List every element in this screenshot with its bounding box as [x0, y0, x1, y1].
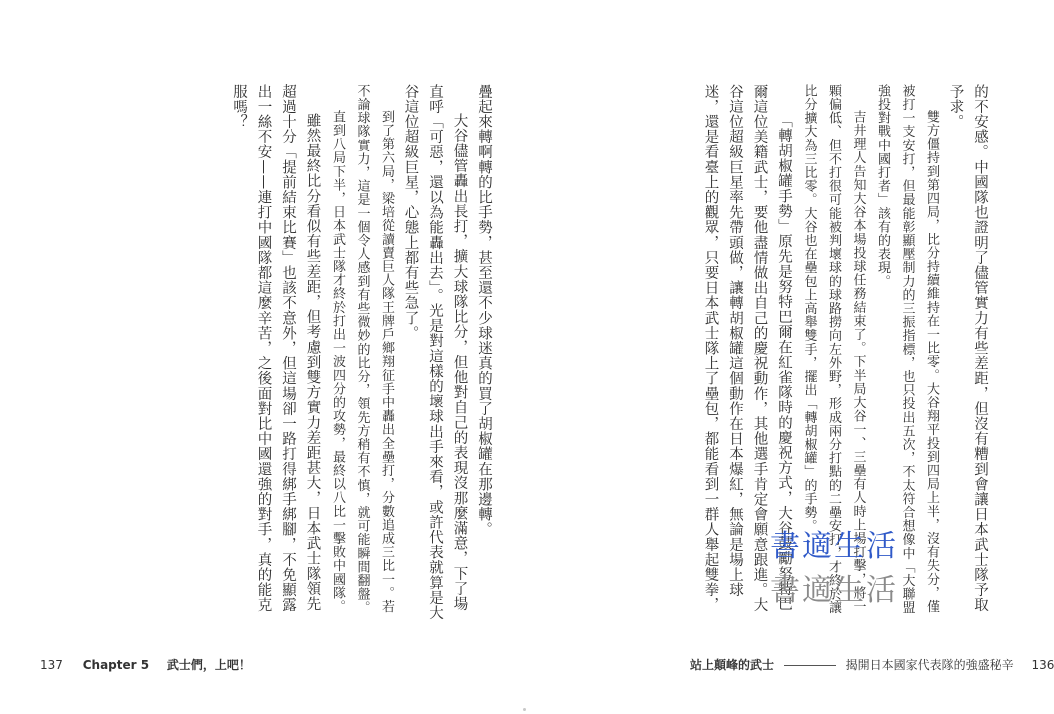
gutter-mark [523, 708, 526, 711]
left-page-body [36, 84, 496, 624]
book-title: 站上顛峰的武士 [690, 658, 775, 672]
left-page [0, 0, 526, 714]
paragraph: 雖然最終比分看似有些差距，但考慮到雙方實力差距甚大，日本武士隊領先超過十分「提前結束比賽」也該不意外，但這場卻一路打得綁手綁腳，不免顯露出一絲不安——連打中國隊都這麼辛苦，之後面對比中國還強的對手，真的能克服嗎？ [231, 84, 321, 613]
chapter-label: Chapter 5 [82, 658, 150, 672]
paragraph: 「轉胡椒罐手勢」原先是努特巴爾在紅雀隊時的慶祝方式，大谷鼓勵努特巴爾這位美籍武士，要他盡情做出自己的慶祝動作，其他選手肯定會願意跟進。大谷這位超級巨星率先帶頭做，讓轉胡椒罐這個動作在日本爆紅，無論是場上球迷，還是看臺上的觀眾，只要日本武士隊上了壘包，都能看到一群人舉起雙拳， [702, 84, 792, 613]
paragraph: 直到八局下半，日本武士隊才終於打出一波四分的攻勢，最終以八比一擊敗中國隊。 [330, 110, 345, 614]
watermark-blue: 書適生活 [770, 529, 898, 564]
publisher-watermark [770, 529, 898, 608]
paragraph: 大谷儘管轟出長打，擴大球隊比分，但他對自己的表現沒那麼滿意，下了場直呼「可惡，還以為能轟出去」。光是對這樣的壞球出手來看，或許代表就算是大谷這位超級巨星，心態上都有些急了。 [402, 84, 468, 621]
paragraph: 吉井理人告知大谷本場投球任務結束了。下半局大谷一、三壘有人時上場打擊，將一顆偏低、但不打很可能被判壞球的球路撈向左外野，形成兩分打點的二壘安打，才終於讓比分擴大為三比零。大谷也在壘包上高舉雙手，擺出「轉胡椒罐」的手勢。 [801, 84, 866, 615]
chapter-title: 武士們，上吧！ [166, 658, 251, 672]
page-number-right: 136 [1031, 658, 1054, 672]
paragraph: 的不安感。中國隊也證明了儘管實力有些差距，但沒有糟到會讓日本武士隊予取予求。 [947, 84, 988, 613]
right-page-footer [690, 656, 1054, 673]
watermark-gray: 書適生活 [770, 573, 898, 608]
left-page-footer [40, 656, 251, 673]
footer-rule [784, 665, 836, 666]
paragraph: 到了第六局，梁培從讀賣巨人隊王牌戶鄉翔征手中轟出全壘打，分數追成三比一。若不論球隊實力，這是一個令人感到有些微妙的比分，領先方稍有不慎，就可能瞬間翻盤。 [354, 84, 394, 615]
paragraph: 雙方僵持到第四局，比分持續維持在一比零。大谷翔平投到四局上半，沒有失分，僅被打一支安打，但最能彰顯壓制力的三振指標，也只投出五次，不太符合想像中「大聯盟強投對戰中國打者」該有的表現。 [875, 84, 939, 615]
paragraph: 疊起來轉啊轉的比手勢，甚至還不少球迷真的買了胡椒罐在那邊轉。 [476, 84, 492, 537]
book-subtitle: 揭開日本國家代表隊的強盛秘辛 [845, 658, 1014, 672]
right-page-body [532, 84, 992, 624]
page-number-left: 137 [40, 658, 63, 672]
